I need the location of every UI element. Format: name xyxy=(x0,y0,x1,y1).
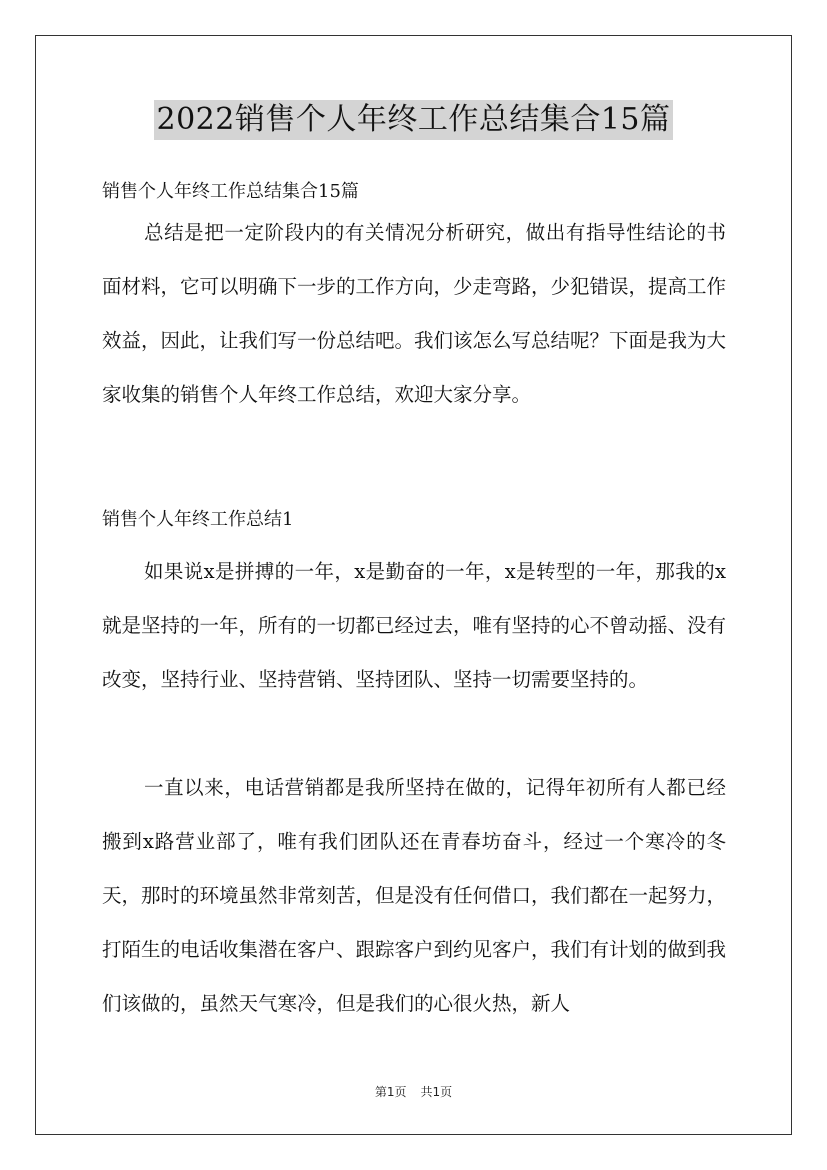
section-heading: 销售个人年终工作总结1 xyxy=(102,509,294,530)
page-number: 第1页 xyxy=(374,1085,407,1099)
section-paragraph-1: 如果说x是拼搏的一年，x是勤奋的一年，x是转型的一年，那我的x就是坚持的一年，所有的一切都已经过去，唯有坚持的心不曾动摇、没有改变，坚持行业、坚持营销、坚持团队、坚持一切需要坚持的。 xyxy=(102,560,727,691)
document-title: 2022销售个人年终工作总结集合15篇 xyxy=(154,100,672,140)
intro-paragraph: 总结是把一定阶段内的有关情况分析研究，做出有指导性结论的书面材料，它可以明确下一步的工作方向，少走弯路，少犯错误，提高工作效益，因此，让我们写一份总结吧。我们该怎么写总结呢？下面是我为大家收集的销售个人年终工作总结，欢迎大家分享。 xyxy=(102,221,727,406)
page-footer xyxy=(0,1084,827,1100)
page-total: 共1页 xyxy=(420,1085,453,1099)
title-container xyxy=(0,100,827,140)
section-paragraph-2: 一直以来，电话营销都是我所坚持在做的，记得年初所有人都已经搬到x路营业部了，唯有我们团队还在青春坊奋斗，经过一个寒冷的冬天，那时的环境虽然非常刻苦，但是没有任何借口，我们都在一起努力，打陌生的电话收集潜在客户、跟踪客户到约见客户，我们有计划的做到我们该做的，虽然天气寒冷，但是我们的心很火热，新人 xyxy=(102,776,727,1015)
document-subtitle: 销售个人年终工作总结集合15篇 xyxy=(102,181,359,202)
